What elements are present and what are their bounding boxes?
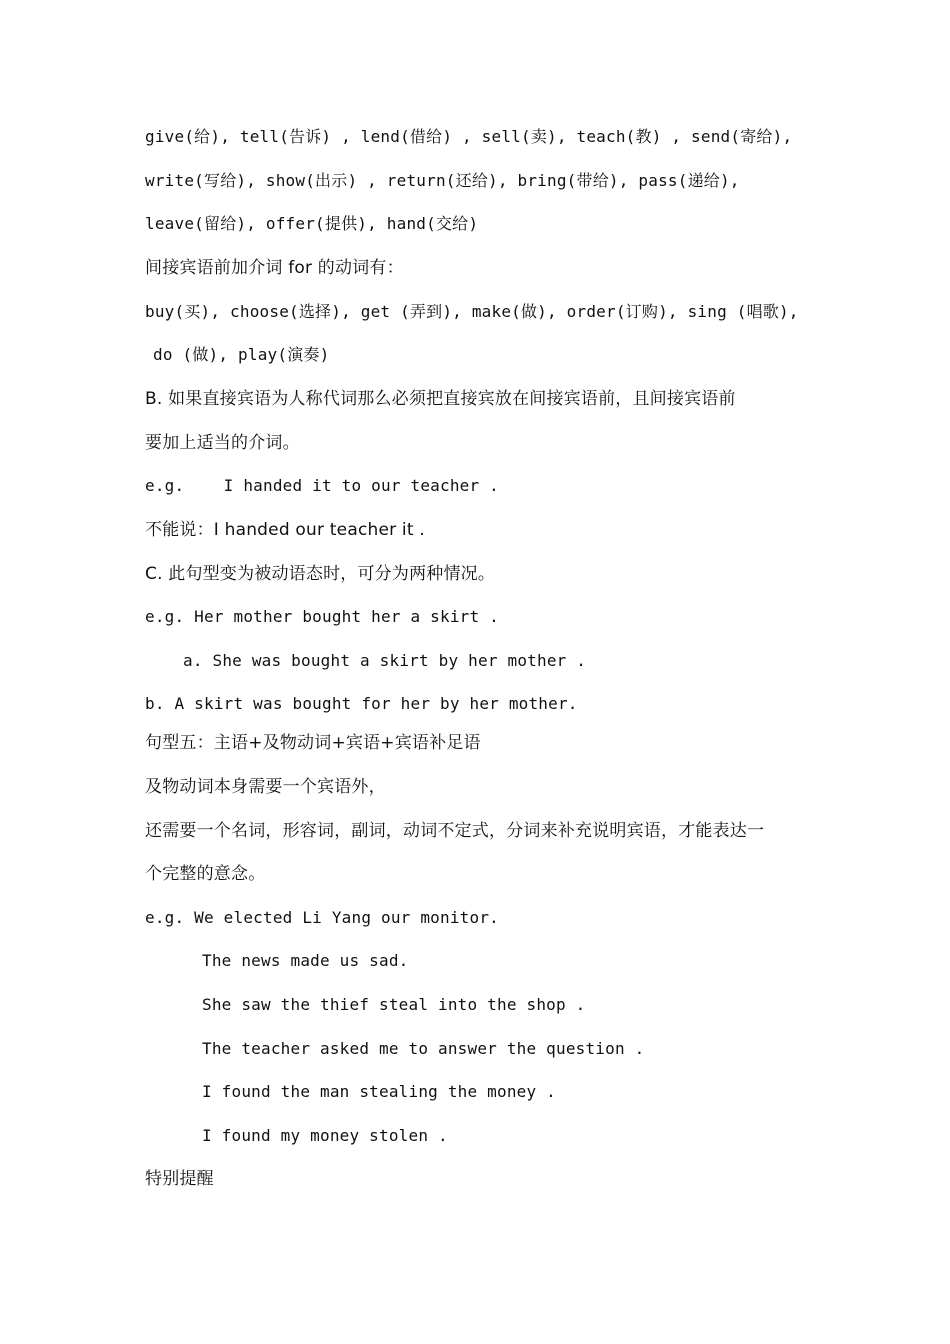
rule-b-line-2: 要加上适当的介词。 — [145, 433, 300, 453]
verb-list-to-line-2: write(写给), show(出示) , return(还给), bring(带给), pass(递给), — [145, 171, 740, 190]
example-c-a: a. She was bought a skirt by her mother . — [183, 651, 587, 670]
example-five-3: She saw the thief steal into the shop . — [202, 995, 586, 1014]
pattern-five-desc-1: 及物动词本身需要一个宾语外， — [145, 777, 386, 797]
pattern-five-desc-2: 还需要一个名词，形容词，副词，动词不定式，分词来补充说明宾语，才能表达一 — [145, 821, 765, 841]
example-b-incorrect: 不能说：I handed our teacher it . — [145, 520, 425, 540]
example-b-correct: e.g. I handed it to our teacher . — [145, 476, 499, 495]
for-verbs-heading: 间接宾语前加介词 for 的动词有： — [145, 258, 404, 278]
example-five-2: The news made us sad. — [202, 951, 409, 970]
example-five-5: I found the man stealing the money . — [202, 1082, 556, 1101]
verb-list-to-line-1: give(给), tell(告诉) , lend(借给) , sell(卖), teach(教) , send(寄给), — [145, 127, 793, 146]
verb-list-for-line-1: buy(买), choose(选择), get (弄到), make(做), order(订购), sing (唱歌), — [145, 302, 799, 321]
verb-list-to-line-3: leave(留给), offer(提供), hand(交给) — [145, 214, 479, 233]
example-five-1: e.g. We elected Li Yang our monitor. — [145, 908, 499, 927]
pattern-five-heading: 句型五：主语+及物动词+宾语+宾语补足语 — [145, 733, 481, 753]
verb-list-for-line-2: do (做), play(演奏) — [153, 345, 330, 364]
example-five-6: I found my money stolen . — [202, 1126, 448, 1145]
example-c-b: b. A skirt was bought for her by her mother. — [145, 694, 578, 713]
example-five-4: The teacher asked me to answer the question . — [202, 1039, 645, 1058]
example-c: e.g. Her mother bought her a skirt . — [145, 607, 499, 626]
rule-b-line-1: B. 如果直接宾语为人称代词那么必须把直接宾放在间接宾语前，且间接宾语前 — [145, 389, 736, 409]
special-note-heading: 特别提醒 — [145, 1169, 214, 1189]
pattern-five-desc-3: 个完整的意念。 — [145, 864, 266, 884]
rule-c: C. 此句型变为被动语态时，可分为两种情况。 — [145, 564, 496, 584]
